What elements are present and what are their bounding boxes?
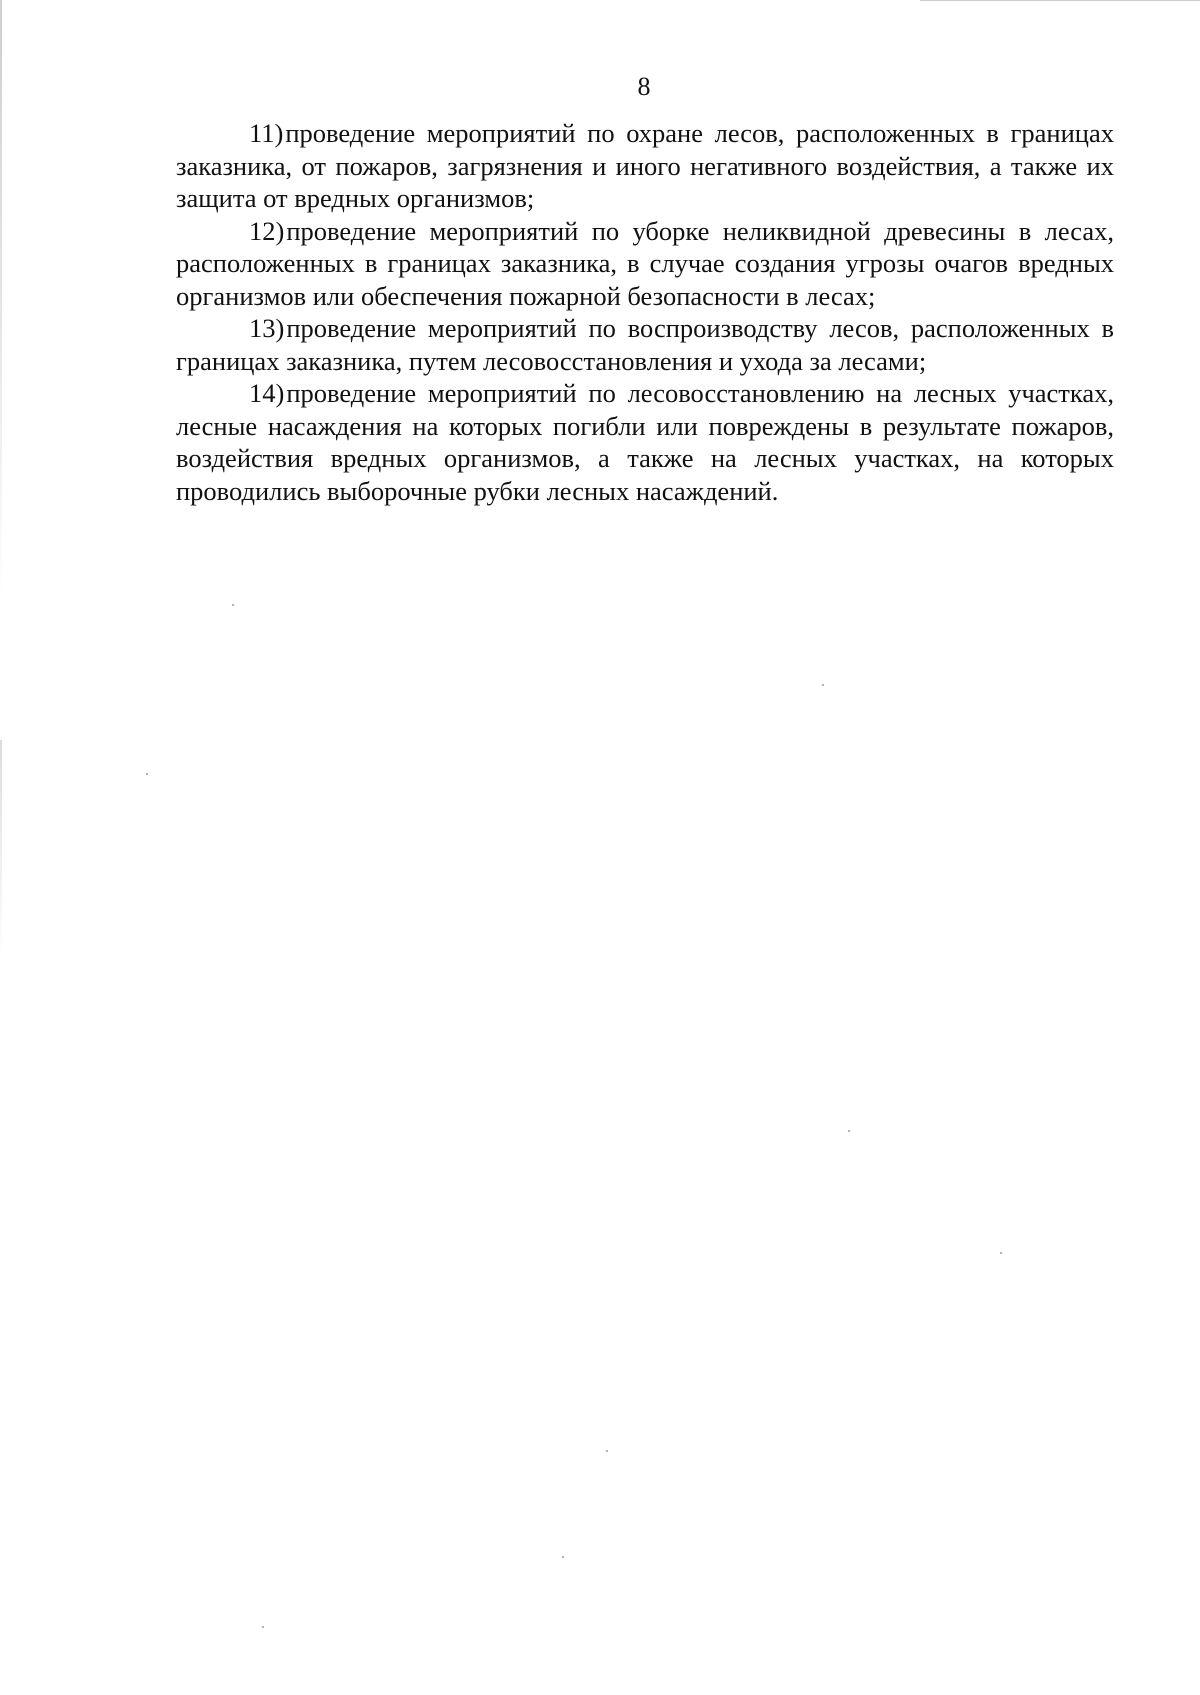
scan-speck: [848, 1130, 850, 1132]
item-number: 14): [249, 378, 285, 408]
page-number: 8: [637, 72, 651, 101]
item-number: 11): [249, 118, 284, 148]
scan-speck: [146, 773, 148, 775]
item-text: проведение мероприятий по воспроизводству лесов, расположенных в границах заказника, путем лесовосстановления и ухода за лесами;: [176, 313, 1114, 376]
item-text: проведение мероприятий по лесовосстановлению на лесных участках, лесные насаждения на которых погибли или повреждены в результате пожаров, воздействия вредных организмов, а также на лесных участках, на которых проводились выборочные рубки лесных насаждений.: [176, 378, 1114, 506]
scan-speck: [562, 1556, 564, 1558]
item-text: проведение мероприятий по охране лесов, расположенных в границах заказника, от пожаров, загрязнения и иного негативного воздействия, а также их защита от вредных организмов;: [176, 118, 1114, 213]
list-item: [176, 215, 1114, 313]
list-item: [176, 312, 1114, 377]
scan-top-rule: [920, 0, 1200, 1]
scan-speck: [606, 1450, 608, 1452]
item-text: проведение мероприятий по уборке неликвидной древесины в лесах, расположенных в границах заказника, в случае создания угрозы очагов вредных организмов или обеспечения пожарной безопасности в лесах;: [176, 215, 1114, 311]
scan-speck: [232, 604, 234, 606]
scan-speck: [1000, 1252, 1002, 1254]
list-item: [176, 117, 1114, 215]
list-item: [176, 377, 1114, 507]
item-number: 12): [249, 215, 285, 246]
item-number: 13): [249, 313, 285, 343]
scan-speck: [822, 684, 824, 686]
scan-speck: [262, 1626, 264, 1628]
scan-edge-lower: [0, 740, 2, 960]
document-body: [176, 117, 1114, 507]
